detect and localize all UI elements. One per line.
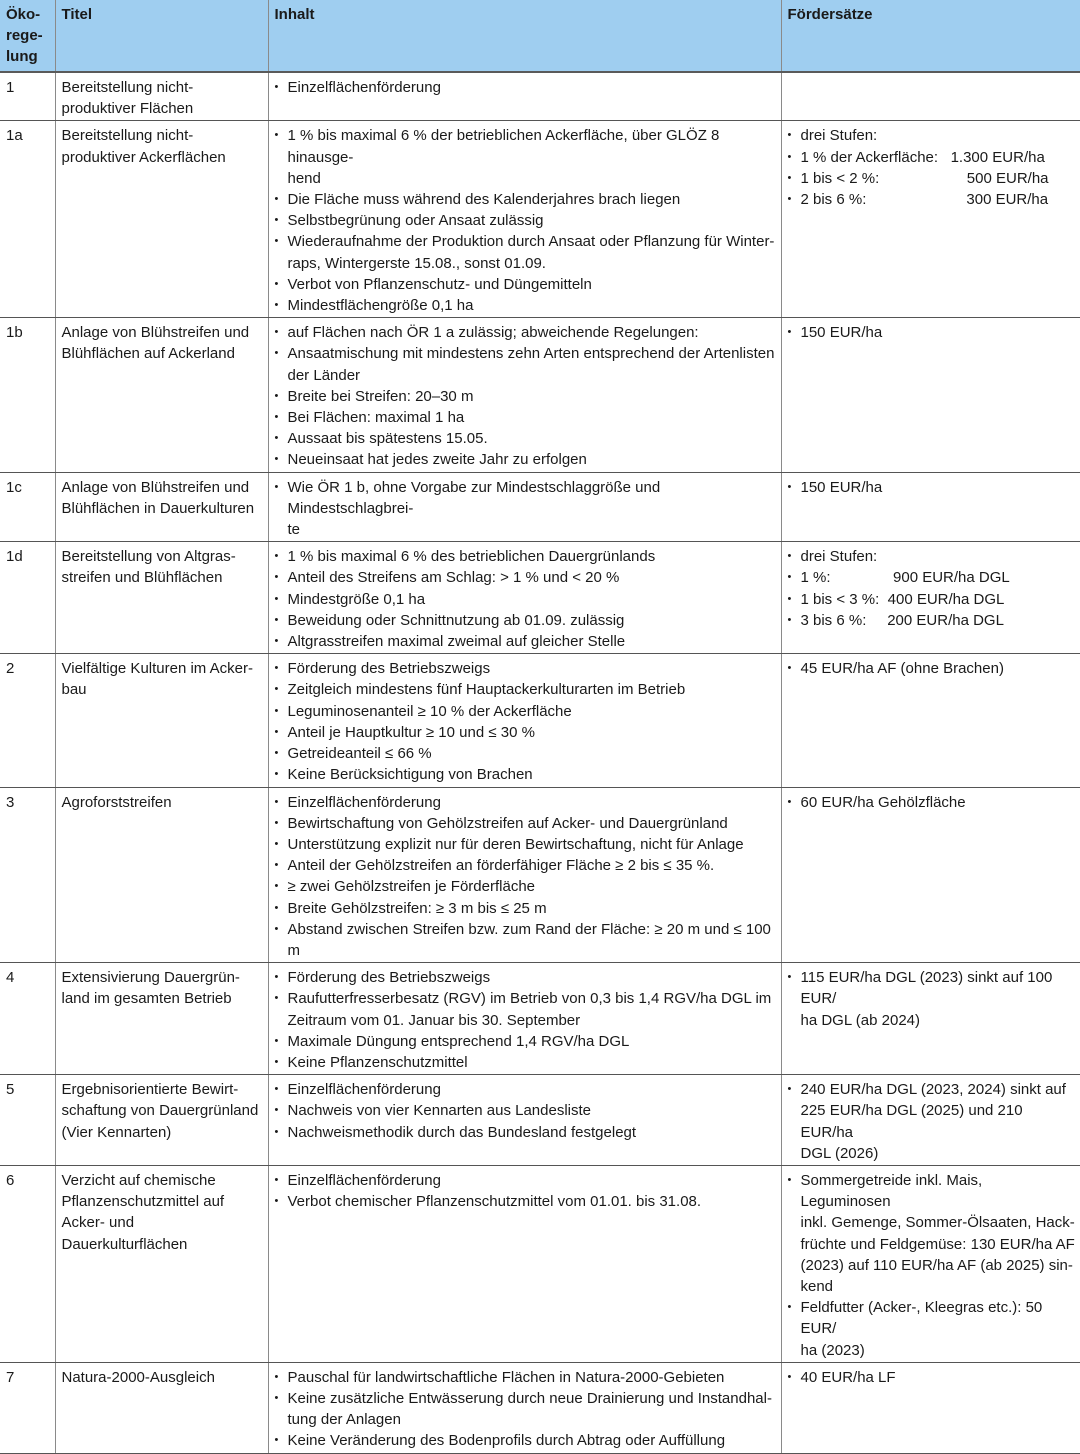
rate-item: • 1 bis < 3 %: 400 EUR/ha DGL <box>788 589 1076 610</box>
content-item: • Raufutterfresserbesatz (RGV) im Betrieb von 0,3 bis 1,4 RGV/ha DGL im Zeitraum vom 01. Januar bis 30. September <box>275 988 776 1030</box>
content-item: • Wie ÖR 1 b, ohne Vorgabe zur Mindestschlaggröße und Mindestschlagbrei- te <box>275 477 776 541</box>
content-item: • Breite bei Streifen: 20–30 m <box>275 386 776 407</box>
rates-list <box>788 1079 1076 1164</box>
content-item: • 1 % bis maximal 6 % des betrieblichen Dauergrünlands <box>275 546 776 567</box>
header-funding-rates: Fördersätze <box>781 0 1080 72</box>
content-list <box>275 1079 776 1143</box>
content-item: • Aussaat bis spätestens 15.05. <box>275 428 776 449</box>
row-content-cell <box>268 72 781 121</box>
row-content-cell <box>268 1165 781 1362</box>
table-row <box>0 963 1080 1075</box>
table-row <box>0 787 1080 963</box>
row-title-cell: Bereitstellung nicht- produktiver Flächen <box>55 72 268 121</box>
row-rates-cell <box>781 963 1080 1075</box>
content-item: • Beweidung oder Schnittnutzung ab 01.09. zulässig <box>275 610 776 631</box>
row-id-cell: 7 <box>0 1362 55 1453</box>
row-rates-cell <box>781 72 1080 121</box>
row-id-cell: 5 <box>0 1075 55 1166</box>
content-item: • Einzelflächenförderung <box>275 77 776 98</box>
row-id-cell: 1c <box>0 472 55 542</box>
row-rates-cell <box>781 542 1080 654</box>
row-id-cell: 1d <box>0 542 55 654</box>
table-row <box>0 1165 1080 1362</box>
content-item: • Zeitgleich mindestens fünf Hauptackerkulturarten im Betrieb <box>275 679 776 700</box>
table-row <box>0 318 1080 472</box>
rates-list <box>788 792 1076 813</box>
content-list <box>275 546 776 652</box>
rate-item: • 240 EUR/ha DGL (2023, 2024) sinkt auf 225 EUR/ha DGL (2025) und 210 EUR/ha DGL (2026) <box>788 1079 1076 1164</box>
row-id-cell: 6 <box>0 1165 55 1362</box>
content-item: • Ansaatmischung mit mindestens zehn Arten entsprechend der Artenlisten der Länder <box>275 343 776 385</box>
row-title-cell: Bereitstellung nicht- produktiver Ackerflächen <box>55 121 268 318</box>
rate-item: • 60 EUR/ha Gehölzfläche <box>788 792 1076 813</box>
row-content-cell <box>268 1075 781 1166</box>
content-list <box>275 125 776 316</box>
content-item: • Mindestflächengröße 0,1 ha <box>275 295 776 316</box>
rate-item: • 150 EUR/ha <box>788 322 1076 343</box>
content-item: • Anteil des Streifens am Schlag: > 1 % und < 20 % <box>275 567 776 588</box>
row-id-cell: 1 <box>0 72 55 121</box>
row-title-cell: Ergebnisorientierte Bewirt- schaftung von Dauergrünland (Vier Kennarten) <box>55 1075 268 1166</box>
content-item: • Leguminosenanteil ≥ 10 % der Ackerfläche <box>275 701 776 722</box>
rate-item: • 1 %: 900 EUR/ha DGL <box>788 567 1076 588</box>
rates-list <box>788 477 1076 498</box>
table-row <box>0 72 1080 121</box>
header-title: Titel <box>55 0 268 72</box>
row-content-cell <box>268 1362 781 1453</box>
rate-item: • 2 bis 6 %: 300 EUR/ha <box>788 189 1076 210</box>
content-list <box>275 1367 776 1452</box>
content-list <box>275 1170 776 1212</box>
rate-item: • 45 EUR/ha AF (ohne Brachen) <box>788 658 1076 679</box>
row-content-cell <box>268 654 781 787</box>
content-item: • Pauschal für landwirtschaftliche Flächen in Natura-2000-Gebieten <box>275 1367 776 1388</box>
content-item: • Einzelflächenförderung <box>275 1170 776 1191</box>
content-item: • Bewirtschaftung von Gehölzstreifen auf Acker- und Dauergrünland <box>275 813 776 834</box>
row-title-cell: Anlage von Blühstreifen und Blühflächen auf Ackerland <box>55 318 268 472</box>
rate-item: • 115 EUR/ha DGL (2023) sinkt auf 100 EUR/ ha DGL (ab 2024) <box>788 967 1076 1031</box>
rate-item: • 3 bis 6 %: 200 EUR/ha DGL <box>788 610 1076 631</box>
rates-list <box>788 658 1076 679</box>
content-item: • auf Flächen nach ÖR 1 a zulässig; abweichende Regelungen: <box>275 322 776 343</box>
content-item: • Förderung des Betriebszweigs <box>275 967 776 988</box>
rate-item: • drei Stufen: <box>788 546 1076 567</box>
row-id-cell: 1a <box>0 121 55 318</box>
content-item: • Verbot von Pflanzenschutz- und Düngemitteln <box>275 274 776 295</box>
content-list <box>275 477 776 541</box>
rates-list <box>788 1170 1076 1361</box>
row-rates-cell <box>781 318 1080 472</box>
row-content-cell <box>268 121 781 318</box>
table-header <box>0 0 1080 72</box>
row-rates-cell <box>781 1165 1080 1362</box>
row-content-cell <box>268 963 781 1075</box>
content-item: • Keine zusätzliche Entwässerung durch neue Drainierung und Instandhal- tung der Anlagen <box>275 1388 776 1430</box>
content-item: • Anteil der Gehölzstreifen an förderfähiger Fläche ≥ 2 bis ≤ 35 %. <box>275 855 776 876</box>
rate-item: • Sommergetreide inkl. Mais, Leguminosen inkl. Gemenge, Sommer-Ölsaaten, Hack- früchte und Feldgemüse: 130 EUR/ha AF (2023) auf 110 EUR/ha AF (ab 2025) sin- kend <box>788 1170 1076 1297</box>
content-item: • Breite Gehölzstreifen: ≥ 3 m bis ≤ 25 m <box>275 898 776 919</box>
table-row <box>0 654 1080 787</box>
content-item: • Förderung des Betriebszweigs <box>275 658 776 679</box>
content-list <box>275 658 776 785</box>
row-title-cell: Vielfältige Kulturen im Acker- bau <box>55 654 268 787</box>
rates-list <box>788 967 1076 1031</box>
header-eco-regulation: Öko- rege- lung <box>0 0 55 72</box>
content-item: • Einzelflächenförderung <box>275 792 776 813</box>
row-rates-cell <box>781 787 1080 963</box>
content-list <box>275 792 776 962</box>
content-item: • Keine Pflanzenschutzmittel <box>275 1052 776 1073</box>
row-content-cell <box>268 542 781 654</box>
content-item: • Altgrasstreifen maximal zweimal auf gleicher Stelle <box>275 631 776 652</box>
row-title-cell: Agroforststreifen <box>55 787 268 963</box>
content-item: • Abstand zwischen Streifen bzw. zum Rand der Fläche: ≥ 20 m und ≤ 100 m <box>275 919 776 961</box>
rate-item: • Feldfutter (Acker-, Kleegras etc.): 50 EUR/ ha (2023) <box>788 1297 1076 1361</box>
content-list <box>275 322 776 470</box>
rates-list <box>788 125 1076 210</box>
row-rates-cell <box>781 472 1080 542</box>
rate-item: • drei Stufen: <box>788 125 1076 146</box>
row-title-cell: Verzicht auf chemische Pflanzenschutzmittel auf Acker- und Dauerkulturflächen <box>55 1165 268 1362</box>
row-rates-cell <box>781 121 1080 318</box>
content-item: • Einzelflächenförderung <box>275 1079 776 1100</box>
content-list <box>275 967 776 1073</box>
rate-item: • 1 % der Ackerfläche: 1.300 EUR/ha <box>788 147 1076 168</box>
row-rates-cell <box>781 654 1080 787</box>
table-body <box>0 72 1080 1453</box>
table-row <box>0 1362 1080 1453</box>
row-title-cell: Natura-2000-Ausgleich <box>55 1362 268 1453</box>
content-item: • Nachweismethodik durch das Bundesland festgelegt <box>275 1122 776 1143</box>
content-item: • Die Fläche muss während des Kalenderjahres brach liegen <box>275 189 776 210</box>
rate-item: • 40 EUR/ha LF <box>788 1367 1076 1388</box>
row-id-cell: 3 <box>0 787 55 963</box>
row-content-cell <box>268 318 781 472</box>
row-rates-cell <box>781 1362 1080 1453</box>
content-item: • Neueinsaat hat jedes zweite Jahr zu erfolgen <box>275 449 776 470</box>
row-title-cell: Bereitstellung von Altgras- streifen und Blühflächen <box>55 542 268 654</box>
row-content-cell <box>268 787 781 963</box>
content-item: • Unterstützung explizit nur für deren Bewirtschaftung, nicht für Anlage <box>275 834 776 855</box>
table-row <box>0 542 1080 654</box>
row-id-cell: 4 <box>0 963 55 1075</box>
content-item: • Getreideanteil ≤ 66 % <box>275 743 776 764</box>
row-title-cell: Extensivierung Dauergrün- land im gesamten Betrieb <box>55 963 268 1075</box>
table-row <box>0 472 1080 542</box>
rate-item: • 150 EUR/ha <box>788 477 1076 498</box>
row-id-cell: 2 <box>0 654 55 787</box>
content-item: • Bei Flächen: maximal 1 ha <box>275 407 776 428</box>
content-item: • Nachweis von vier Kennarten aus Landesliste <box>275 1100 776 1121</box>
content-item: • Selbstbegrünung oder Ansaat zulässig <box>275 210 776 231</box>
content-item: • Verbot chemischer Pflanzenschutzmittel vom 01.01. bis 31.08. <box>275 1191 776 1212</box>
row-id-cell: 1b <box>0 318 55 472</box>
table-row <box>0 121 1080 318</box>
content-item: • ≥ zwei Gehölzstreifen je Förderfläche <box>275 876 776 897</box>
rates-list <box>788 546 1076 631</box>
row-rates-cell <box>781 1075 1080 1166</box>
content-item: • Keine Veränderung des Bodenprofils durch Abtrag oder Auffüllung <box>275 1430 776 1451</box>
content-item: • Keine Berücksichtigung von Brachen <box>275 764 776 785</box>
header-content: Inhalt <box>268 0 781 72</box>
rate-item: • 1 bis < 2 %: 500 EUR/ha <box>788 168 1076 189</box>
content-item: • Maximale Düngung entsprechend 1,4 RGV/ha DGL <box>275 1031 776 1052</box>
row-content-cell <box>268 472 781 542</box>
table-row <box>0 1075 1080 1166</box>
content-item: • Anteil je Hauptkultur ≥ 10 und ≤ 30 % <box>275 722 776 743</box>
content-item: • Wiederaufnahme der Produktion durch Ansaat oder Pflanzung für Winter- raps, Wintergerste 15.08., sonst 01.09. <box>275 231 776 273</box>
rates-list <box>788 322 1076 343</box>
row-title-cell: Anlage von Blühstreifen und Blühflächen in Dauerkulturen <box>55 472 268 542</box>
content-item: • Mindestgröße 0,1 ha <box>275 589 776 610</box>
rates-list <box>788 1367 1076 1388</box>
content-list <box>275 77 776 98</box>
content-item: • 1 % bis maximal 6 % der betrieblichen Ackerfläche, über GLÖZ 8 hinausge- hend <box>275 125 776 189</box>
header-row <box>0 0 1080 72</box>
